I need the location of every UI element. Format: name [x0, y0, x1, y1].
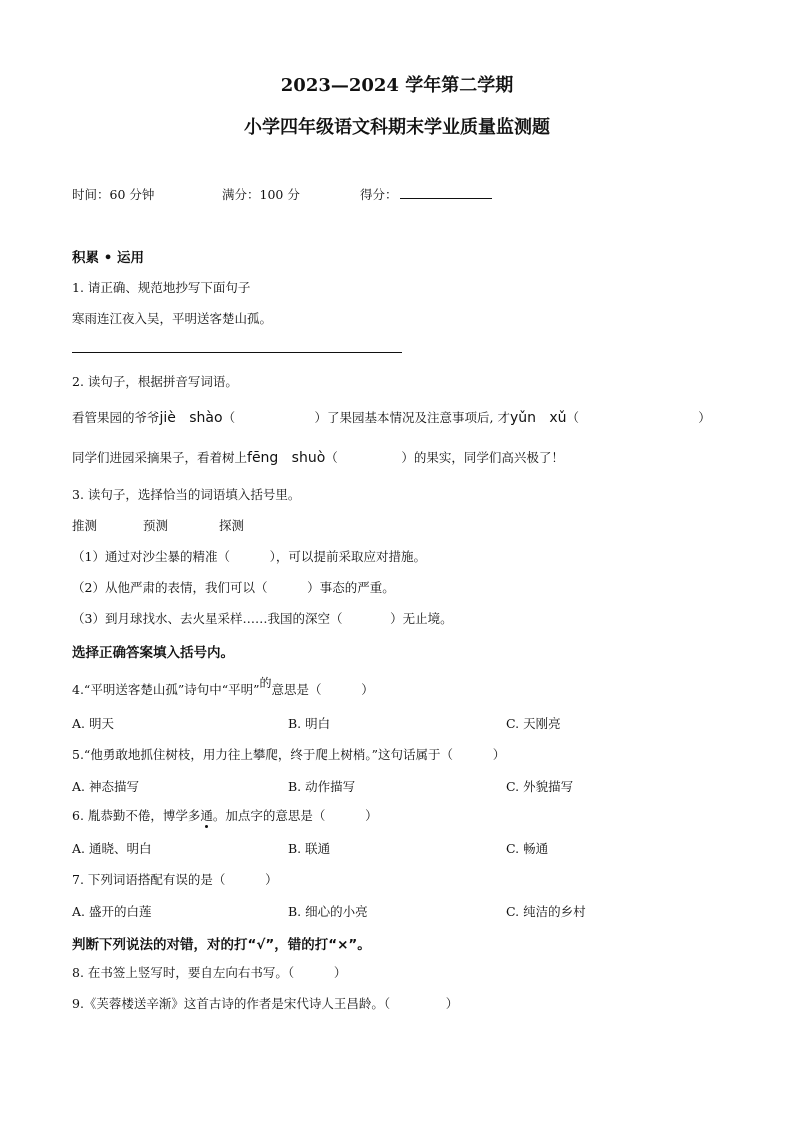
question-1-answer-line[interactable] — [72, 352, 402, 353]
q6-option-c[interactable]: C. 畅通 — [506, 841, 549, 856]
q4-stem-b: 意思是（ ） — [271, 682, 374, 697]
q2-text-a: 看管果园的爷爷 — [72, 410, 160, 425]
q3-word-3: 探测 — [219, 518, 245, 533]
question-9-stem: 9.《芙蓉楼送辛渐》这首古诗的作者是宋代诗人王昌龄。（ ） — [72, 996, 459, 1011]
exam-title-line1: 2023—2024 学年第二学期 — [280, 75, 514, 96]
section-heading-true-false: 判断下列说法的对错，对的打“√”，错的打“×”。 — [72, 937, 371, 953]
q6-stem-a: 6. 胤恭勤不倦，博学多 — [72, 808, 201, 823]
q3-item-3: （3）到月球找水、去火星采样……我国的深空（ ）无止境。 — [72, 611, 453, 626]
question-1-sentence: 寒雨连江夜入吴，平明送客楚山孤。 — [72, 311, 273, 326]
section-heading-accumulation: 积累 • 运用 — [72, 250, 145, 266]
q2-blank-2[interactable]: （ ） — [566, 410, 711, 425]
question-6-stem — [72, 806, 378, 824]
section-heading-choice: 选择正确答案填入括号内。 — [72, 645, 234, 661]
q2-text-c: 同学们进园采摘果子，看着树上 — [72, 450, 248, 465]
q6-dotted-char: 通 — [200, 808, 213, 823]
q4-option-b[interactable]: B. 明白 — [288, 716, 331, 731]
q3-word-2: 预测 — [143, 518, 169, 533]
q2-blank-1[interactable]: （ ）了果园基本情况及注意事项后, 才 — [222, 410, 510, 425]
q4-option-a[interactable]: A. 明天 — [72, 716, 114, 731]
question-2-line-1 — [72, 408, 711, 426]
pinyin-yunxu: yǔn xǔ — [510, 410, 567, 426]
exam-title-line2: 小学四年级语文科期末学业质量监测题 — [244, 117, 550, 138]
q2-blank-3[interactable]: （ ）的果实，同学们高兴极了！ — [325, 450, 564, 465]
full-score-info: 满分：100 分 — [222, 187, 300, 202]
q3-word-1: 推测 — [72, 518, 98, 533]
q6-option-a[interactable]: A. 通晓、明白 — [72, 841, 152, 856]
q7-option-a[interactable]: A. 盛开的白莲 — [72, 904, 152, 919]
score-label: 得分： — [360, 187, 398, 202]
q5-option-c[interactable]: C. 外貌描写 — [506, 779, 574, 794]
q3-item-2: （2）从他严肃的表情，我们可以（ ）事态的严重。 — [72, 580, 395, 595]
q6-option-b[interactable]: B. 联通 — [288, 841, 331, 856]
score-blank[interactable] — [400, 186, 492, 199]
question-5-stem: 5.“他勇敢地抓住树枝，用力往上攀爬，终于爬上树梢。”这句话属于（ ） — [72, 747, 506, 762]
question-1-stem: 1. 请正确、规范地抄写下面句子 — [72, 280, 251, 295]
q7-option-b[interactable]: B. 细心的小亮 — [288, 904, 368, 919]
question-7-stem: 7. 下列词语搭配有误的是（ ） — [72, 872, 278, 887]
question-2-line-2 — [72, 448, 564, 466]
q7-option-c[interactable]: C. 纯洁的乡村 — [506, 904, 586, 919]
q4-option-c[interactable]: C. 天刚亮 — [506, 716, 561, 731]
q4-stem-superscript: 的 — [259, 676, 272, 690]
q5-option-b[interactable]: B. 动作描写 — [288, 779, 356, 794]
q4-stem-a: 4.“平明送客楚山孤”诗句中“平明” — [72, 682, 260, 697]
question-2-stem: 2. 读句子，根据拼音写词语。 — [72, 374, 238, 389]
time-info: 时间：60 分钟 — [72, 187, 155, 202]
question-4-stem — [72, 676, 374, 698]
q5-option-a[interactable]: A. 神态描写 — [72, 779, 139, 794]
score-field[interactable] — [360, 185, 492, 203]
q6-stem-b: 。加点字的意思是（ ） — [212, 808, 378, 823]
pinyin-jieshao: jiè shào — [159, 410, 223, 426]
question-3-stem: 3. 读句子，选择恰当的词语填入括号里。 — [72, 487, 301, 502]
q3-item-1: （1）通过对沙尘暴的精准（ ），可以提前采取应对措施。 — [72, 549, 426, 564]
question-8-stem: 8. 在书签上竖写时，要自左向右书写。（ ） — [72, 965, 347, 980]
pinyin-fengshuo: fēng shuò — [247, 450, 326, 466]
